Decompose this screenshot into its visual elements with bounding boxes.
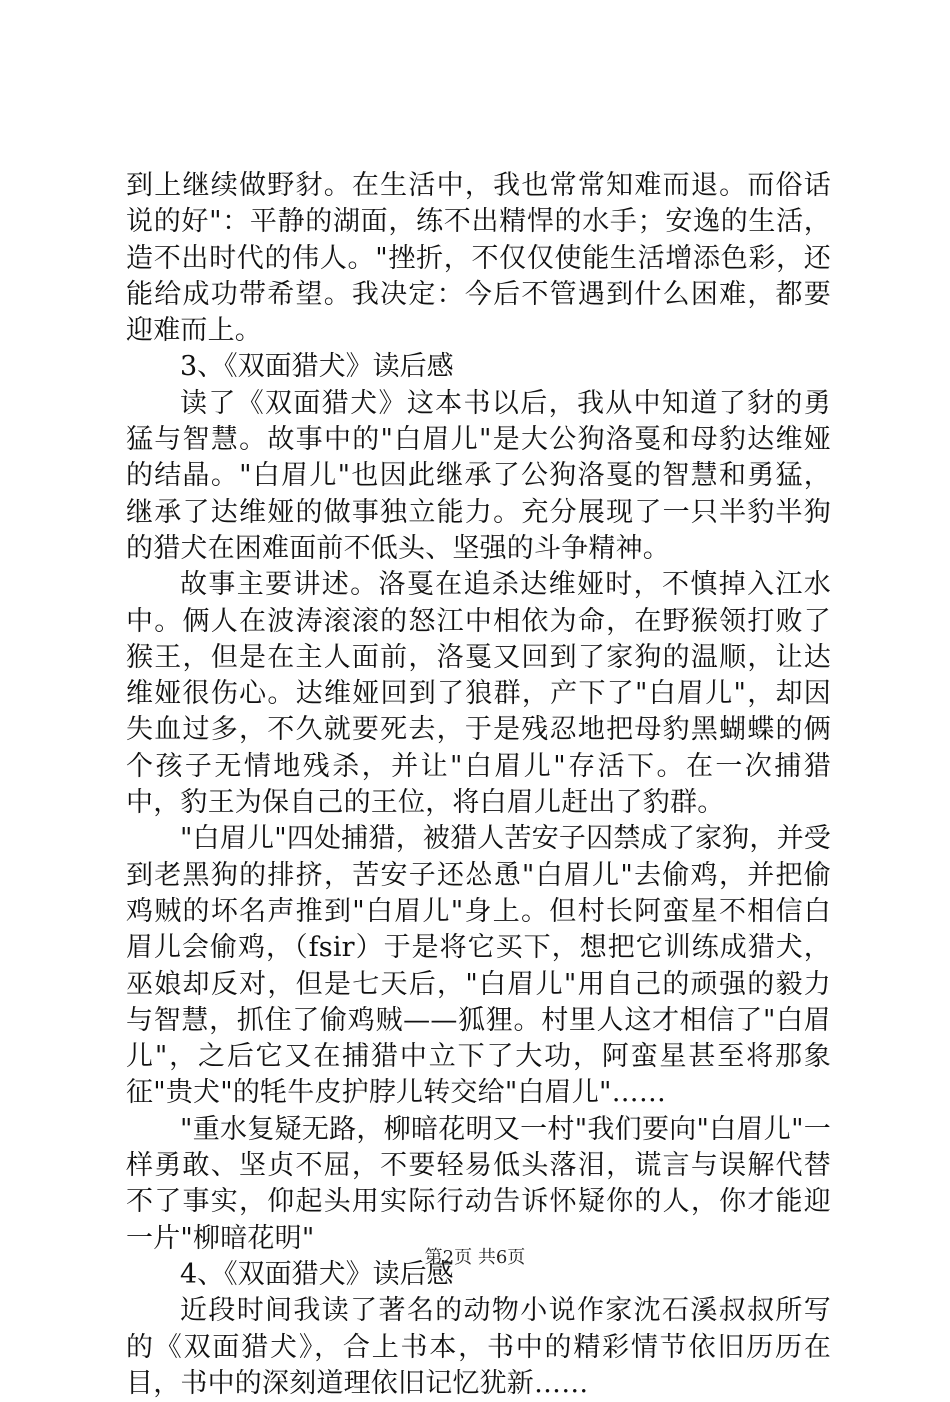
- paragraph-hunting: "白眉儿"四处捕猎，被猎人苦安子囚禁成了家狗，并受到老黑狗的排挤，苦安子还怂恿"白眉儿"去偷鸡，并把偷鸡贼的坏名声推到"白眉儿"身上。但村长阿蛮星不相信白眉儿会偷鸡，（fsir）于是将它买下，想把它训练成猎犬，巫娘却反对，但是七天后，"白眉儿"用自己的顽强的毅力与智慧，抓住了偷鸡贼——狐狸。村里人这才相信了"白眉儿"，之后它又在捕猎中立下了大功，阿蛮星甚至将那象征"贵犬"的牦牛皮护脖儿转交给"白眉儿"……: [126, 823, 831, 1109]
- paragraph-intro-3: 读了《双面猎犬》这本书以后，我从中知道了豺的勇猛与智慧。故事中的"白眉儿"是大公狗洛戛和母豹达维娅的结晶。"白眉儿"也因此继承了公狗洛戛的智慧和勇猛，继承了达维娅的做事独立能力。充分展现了一只半豹半狗的猎犬在困难面前不低头、坚强的斗争精神。: [126, 387, 831, 564]
- paragraph-story-summary: 故事主要讲述。洛戛在追杀达维娅时，不慎掉入江水中。俩人在波涛滚滚的怒江中相依为命，在野猴领打败了猴王，但是在主人面前，洛戛又回到了家狗的温顺，让达维娅很伤心。达维娅回到了狼群，产下了"白眉儿"，却因失血过多，不久就要死去，于是残忍地把母豹黑蝴蝶的俩个孩子无情地残杀，并让"白眉儿"存活下。在一次捕猎中，豹王为保自己的王位，将白眉儿赶出了豹群。: [126, 569, 831, 819]
- paragraph-conclusion-3: "重水复疑无路，柳暗花明又一村"我们要向"白眉儿"一样勇敢、坚贞不屈，不要轻易低头落泪，谎言与误解代替不了事实，仰起头用实际行动告诉怀疑你的人，你才能迎一片"柳暗花明": [126, 1113, 831, 1254]
- paragraph-continuation: 到上继续做野豺。在生活中，我也常常知难而退。而俗话说的好"：平静的湖面，练不出精悍的水手；安逸的生活，造不出时代的伟人。"挫折，不仅仅使能生活增添色彩，还能给成功带希望。我决定：今后不管遇到什么困难，都要迎难而上。: [126, 170, 831, 347]
- paragraph-intro-4: 近段时间我读了著名的动物小说作家沈石溪叔叔所写的《双面猎犬》，合上书本，书中的精彩情节依旧历历在目，书中的深刻道理依旧记忆犹新……: [126, 1295, 831, 1399]
- document-body: [126, 168, 831, 1402]
- section-heading-4: 4、《双面猎犬》读后感: [180, 1258, 454, 1290]
- section-heading-3: 3、《双面猎犬》读后感: [180, 351, 454, 383]
- page-footer: 第2页 共6页: [424, 1247, 526, 1268]
